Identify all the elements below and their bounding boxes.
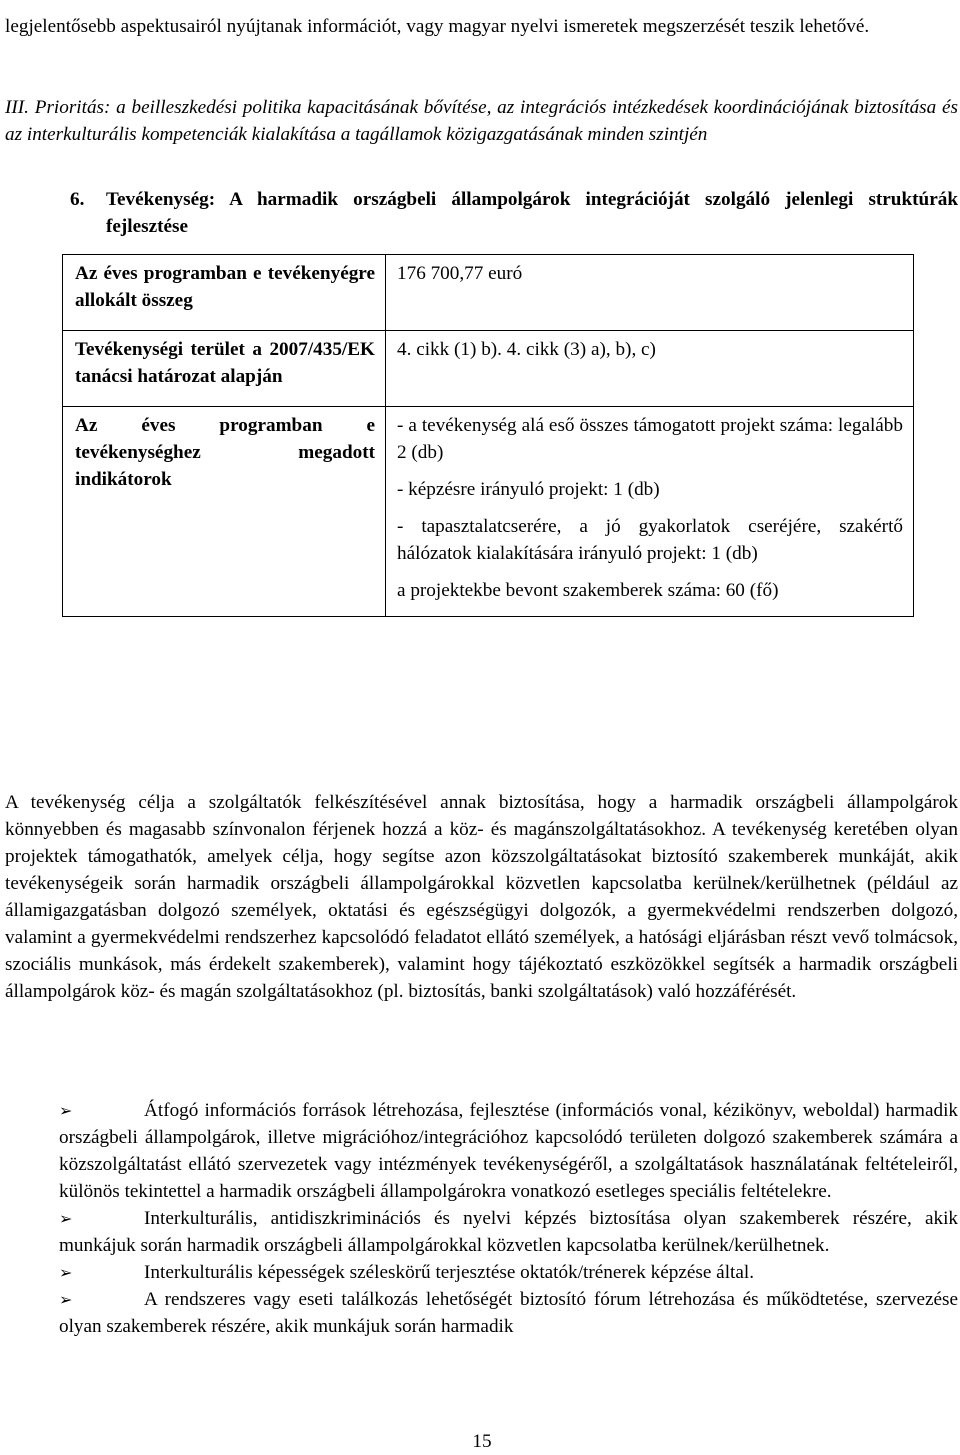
page-number: 15 (472, 1431, 492, 1452)
list-item (59, 1097, 958, 1205)
list-item (59, 1259, 958, 1286)
indicators-label: Az éves programban e tevékenységhez megadott indikátorok (63, 407, 386, 617)
arrowhead-bullet-icon: ➢ (59, 1209, 73, 1228)
arrowhead-bullet-icon: ➢ (59, 1263, 73, 1282)
allocated-amount-value-cell (386, 255, 914, 331)
allocated-amount-value: 176 700,77 euró (397, 263, 523, 284)
list-item (59, 1286, 958, 1340)
indicators-value-cell (386, 407, 914, 617)
activity-area-label: Tevékenységi terület a 2007/435/EK tanácsi határozat alapján (63, 331, 386, 407)
table-row (63, 407, 914, 617)
list-item (59, 1205, 958, 1259)
activity-area-value-cell (386, 331, 914, 407)
arrowhead-bullet-icon: ➢ (59, 1290, 73, 1309)
activity-heading (70, 186, 958, 240)
table-row (63, 255, 914, 331)
body-paragraph: A tevékenység célja a szolgáltatók felkészítésével annak biztosítása, hogy a harmadik országbeli állampolgárok könnyebben és magasabb színvonalon férjenek hozzá a köz- és magánszolgáltatásokhoz. A tevékenység keretében olyan projektek támogathatók, amelyek célja, hogy segítse azon közszolgáltatásokat biztosító szakemberek munkáját, akik tevékenységeik során harmadik országbeli állampolgárokkal közvetlen kapcsolatba kerülnek/kerülhetnek (például az államigazgatásban dolgozó személyek, oktatási és egészségügyi dolgozók, a gyermekvédelmi rendszerben dolgozó, valamint a gyermekvédelmi rendszerhez kapcsolódó feladatot ellátó személyek, a hatósági eljárásban részt vevő tolmácsok, szociális munkások, más érdekelt szakemberek), valamint hogy tájékoztató eszközökkel segítsék a harmadik országbeli állampolgárok köz- és magán szolgáltatásokhoz (pl. biztosítás, banki szolgáltatások) való hozzáférését. (5, 792, 958, 1003)
intro-paragraph: legjelentősebb aspektusairól nyújtanak információt, vagy magyar nyelvi ismeretek megszerzését teszik lehetővé. (5, 16, 870, 38)
list-item-text: Interkulturális képességek széleskörű terjesztése oktatók/trénerek képzése által. (144, 1262, 755, 1283)
list-item-text: Interkulturális, antidiszkriminációs és nyelvi képzés biztosítása olyan szakemberek részére, akik munkájuk során harmadik országbeli állampolgárokkal közvetlen kapcsolatba kerülnek/kerülhetnek. (59, 1208, 958, 1256)
list-item-text: A rendszeres vagy eseti találkozás lehetőségét biztosító fórum létrehozása és működtetése, szervezése olyan szakemberek részére, akik munkájuk során harmadik (59, 1289, 958, 1337)
indicator-item: a projektekbe bevont szakemberek száma: 60 (fő) (397, 580, 779, 601)
bullet-list (59, 1097, 958, 1340)
indicator-item: - képzésre irányuló projekt: 1 (db) (397, 479, 660, 500)
indicator-item: - tapasztalatcserére, a jó gyakorlatok cseréjére, szakértő hálózatok kialakítására irányuló projekt: 1 (db) (397, 516, 903, 564)
table-row (63, 331, 914, 407)
activity-title: Tevékenység: A harmadik országbeli állampolgárok integrációját szolgáló jelenlegi struktúrák fejlesztése (106, 189, 958, 237)
activity-info-table (62, 254, 914, 617)
list-item-text: Átfogó információs források létrehozása, fejlesztése (információs vonal, kézikönyv, weboldal) harmadik országbeli állampolgárok, illetve migrációhoz/integrációhoz kapcsolódó területen dolgozó szakemberek számára a közszolgáltatást ellátó szervezetek vagy intézmények tevékenységéről, a szolgáltatások használatának feltételeiről, különös tekintettel a harmadik országbeli állampolgárokra vonatkozó esetleges speciális feltételekre. (59, 1100, 958, 1202)
indicator-item: - a tevékenység alá eső összes támogatott projekt száma: legalább 2 (db) (397, 415, 903, 463)
allocated-amount-label: Az éves programban e tevékenyégre allokált összeg (63, 255, 386, 331)
activity-number: 6. (70, 189, 85, 210)
activity-area-value: 4. cikk (1) b). 4. cikk (3) a), b), c) (397, 339, 656, 360)
priority-heading: III. Prioritás: a beilleszkedési politika kapacitásának bővítése, az integrációs intézkedések koordinációjának biztosítása és az interkulturális kompetenciák kialakítása a tagállamok közigazgatásának minden szintjén (5, 97, 958, 146)
arrowhead-bullet-icon: ➢ (59, 1101, 73, 1120)
